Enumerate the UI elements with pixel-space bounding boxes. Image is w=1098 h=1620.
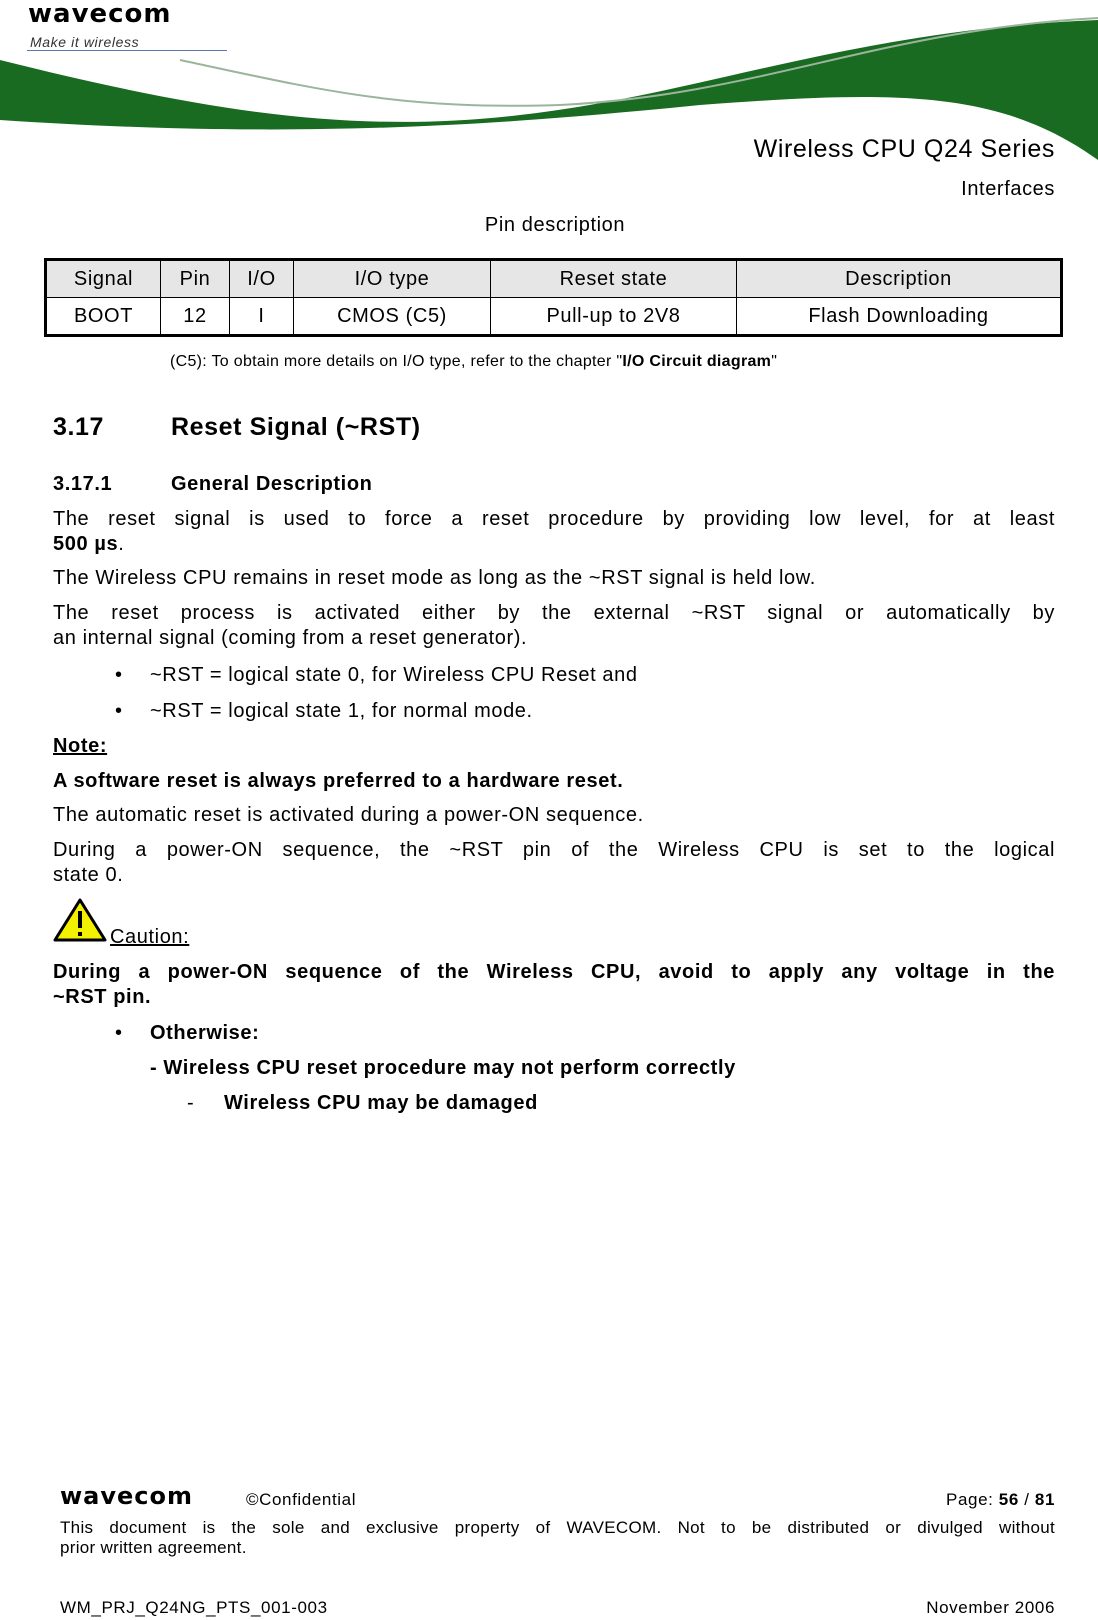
paragraph-3: The reset process is activated either by the external ~RST signal or automatically by	[53, 602, 1055, 624]
paragraph-1: The reset signal is used to force a reset procedure by providing low level, for at least	[53, 508, 1055, 530]
dash-marker: -	[187, 1092, 195, 1114]
consequence-2: Wireless CPU may be damaged	[224, 1092, 538, 1114]
bullet-item: ~RST = logical state 0, for Wireless CPU Reset and	[150, 664, 638, 686]
footer-notice: This document is the sole and exclusive property of WAVECOM. Not to be distributed or divulged without	[60, 1518, 1055, 1537]
page-number	[946, 1488, 1055, 1512]
table-header-row	[46, 260, 1062, 298]
table-note	[170, 350, 777, 374]
caution-label: Caution:	[110, 926, 190, 948]
footer-notice-end: prior written agreement.	[60, 1538, 247, 1557]
tagline: Make it wireless	[30, 34, 140, 50]
col-io: I/O	[230, 260, 294, 298]
chapter-link[interactable]: I/O Circuit diagram	[622, 353, 772, 370]
paragraph-5-end: state 0.	[53, 864, 124, 886]
confidential-label: ©Confidential	[246, 1490, 357, 1509]
cell-description: Flash Downloading	[737, 298, 1062, 336]
logo-underline	[27, 50, 227, 51]
cell-signal: BOOT	[46, 298, 161, 336]
col-io-type: I/O type	[294, 260, 491, 298]
paragraph-5: During a power-ON sequence, the ~RST pin of the Wireless CPU is set to the logical	[53, 839, 1055, 861]
page-sep: /	[1018, 1490, 1035, 1509]
col-description: Description	[737, 260, 1062, 298]
doc-date: November 2006	[926, 1598, 1055, 1617]
col-reset-state: Reset state	[491, 260, 737, 298]
caution-text-end: ~RST pin.	[53, 986, 152, 1008]
warning-icon	[53, 897, 107, 943]
paragraph-3-end: an internal signal (coming from a reset generator).	[53, 627, 528, 649]
subsection-number: 3.17.1	[53, 473, 113, 495]
subsection-title: General Description	[171, 473, 373, 495]
bullet-icon: •	[115, 664, 123, 686]
cell-io-type: CMOS (C5)	[294, 298, 491, 336]
section-title: Reset Signal (~RST)	[171, 413, 421, 441]
duration-value: 500 µs	[53, 533, 119, 555]
page-label: Page:	[946, 1490, 999, 1509]
footer-logo: wavecom	[60, 1482, 194, 1510]
section-number: 3.17	[53, 413, 105, 441]
paragraph-1-end: 500 µs.	[53, 533, 125, 555]
doc-id: WM_PRJ_Q24NG_PTS_001-003	[60, 1598, 328, 1617]
col-pin: Pin	[161, 260, 230, 298]
current-page: 56	[998, 1490, 1019, 1509]
section-header: Interfaces	[961, 178, 1055, 200]
cell-pin: 12	[161, 298, 230, 336]
wavecom-logo: wavecom	[28, 0, 172, 29]
paragraph-4: The automatic reset is activated during a power-ON sequence.	[53, 804, 644, 826]
cell-reset-state: Pull-up to 2V8	[491, 298, 737, 336]
cell-io: I	[230, 298, 294, 336]
table-caption: Pin description	[484, 214, 626, 236]
otherwise-label: Otherwise:	[150, 1022, 260, 1044]
bullet-item: ~RST = logical state 1, for normal mode.	[150, 700, 533, 722]
col-signal: Signal	[46, 260, 161, 298]
note-label: Note:	[53, 735, 108, 757]
pin-table	[44, 258, 1063, 337]
caution-text: During a power-ON sequence of the Wireless CPU, avoid to apply any voltage in the	[53, 961, 1055, 983]
paragraph-2: The Wireless CPU remains in reset mode as long as the ~RST signal is held low.	[53, 567, 816, 589]
doc-title: Wireless CPU Q24 Series	[753, 135, 1055, 163]
total-pages: 81	[1034, 1490, 1055, 1509]
consequence-1: - Wireless CPU reset procedure may not perform correctly	[150, 1057, 736, 1079]
table-row	[46, 298, 1062, 336]
note-suffix: "	[771, 353, 778, 370]
bullet-icon: •	[115, 1022, 123, 1044]
note-text: (C5): To obtain more details on I/O type, refer to the chapter "	[170, 353, 623, 370]
bullet-icon: •	[115, 700, 123, 722]
note-text: A software reset is always preferred to a hardware reset.	[53, 770, 624, 792]
